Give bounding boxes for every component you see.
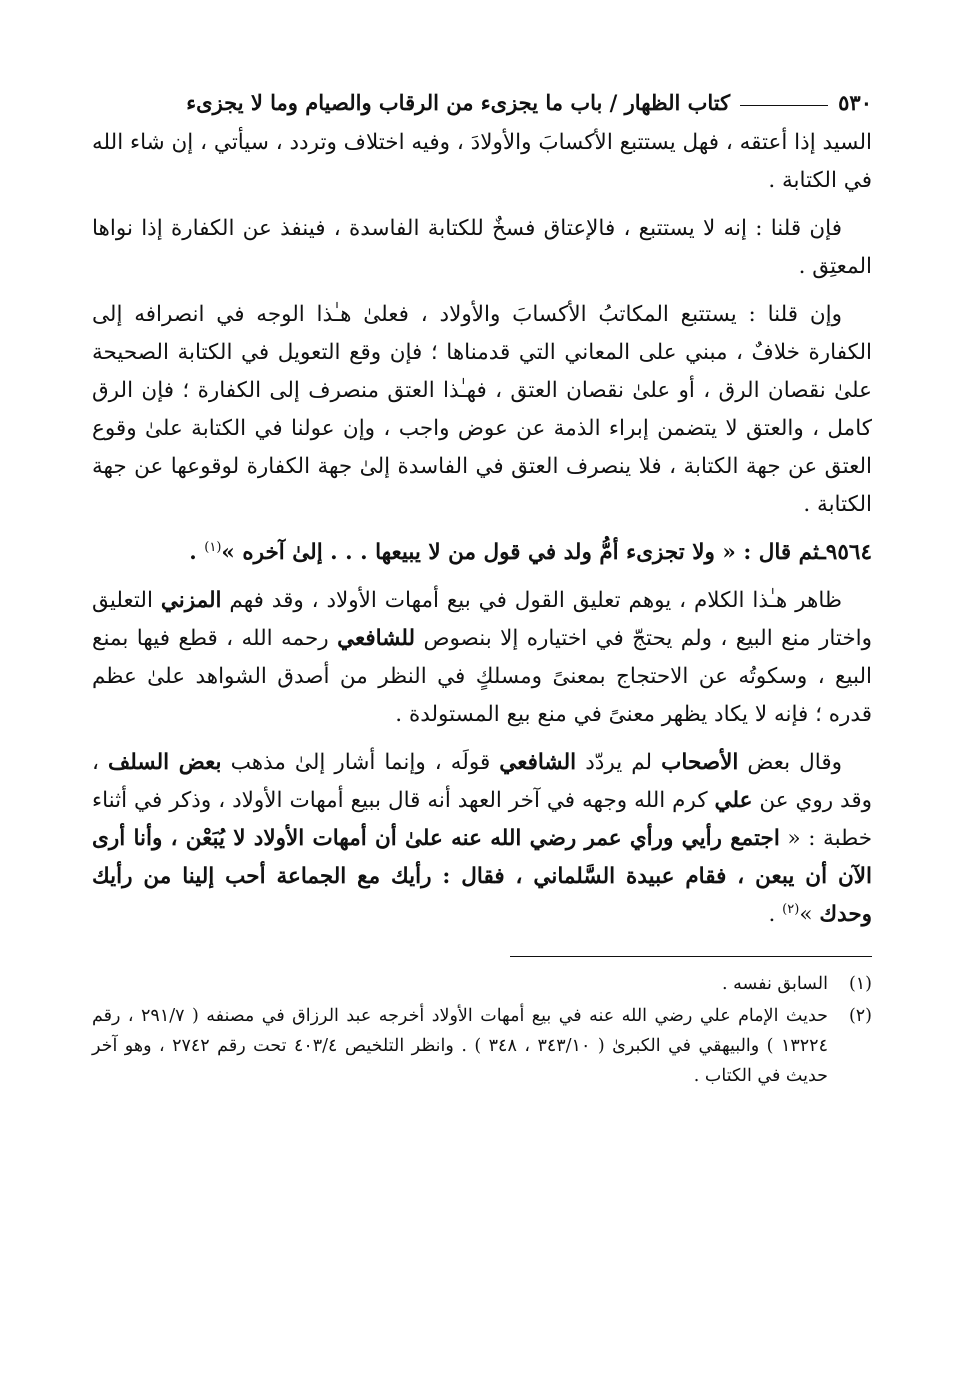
p5-end: . — [768, 902, 783, 927]
main-text — [92, 124, 872, 934]
footnotes — [92, 969, 872, 1091]
p4-text-a: ظاهر هـٰذا الكلام ، يوهم تعليق القول في بيع أمهات الأولاد ، وقد فهم — [221, 588, 842, 613]
paragraph-4 — [92, 582, 872, 734]
p5-text-c: قولَه ، وإنما أشار إلىٰ مذهب — [221, 750, 500, 775]
p4-text-b: التعليق واختار منع البيع ، ولم يحتجّ في اختياره إلا بنصوص — [92, 588, 873, 651]
footnote-ref-1: (١) — [204, 539, 222, 555]
p5-quote-close: » — [799, 902, 820, 927]
footnote-1 — [92, 969, 872, 999]
issue-end: . — [189, 540, 205, 565]
footnote-number: (٢) — [848, 1006, 872, 1026]
issue-number: ٩٥٦٤ـ — [819, 540, 872, 565]
p4-text-c: رحمه الله ، قطع فيها بمنع البيع ، وسكوتُه عن الاحتجاج بمعنىً ومسلكٍ في النظر من أصدق الشواهد علىٰ عظم قدره ؛ فإنه لا يكاد يظهر معنىً في منع بيع المستولدة . — [92, 626, 872, 727]
name-muzani: المزني — [160, 588, 222, 613]
p5-text-b: لم يردّد — [576, 750, 662, 775]
footnote-ref-2: (٢) — [782, 901, 800, 917]
issue-quote-close: » — [221, 540, 243, 565]
footnote-number: (١) — [848, 974, 872, 994]
paragraph-1: السيد إذا أعتقه ، فهل يستتبع الأكسابَ والأولادَ ، وفيه اختلاف وتردد ، سيأتي ، إن شاء الله في الكتابة . — [92, 130, 872, 193]
term-salaf: بعض السلف — [108, 750, 222, 775]
p5-text-d: ، وقد روي عن — [92, 750, 872, 813]
ali-quote: اجتمع رأيي ورأي عمر رضي الله عنه علىٰ أن أمهات الأولاد لا يُبَعْن ، وأنا أرى الآن أن يبعن ، فقام عبيدة السَّلماني ، فقال : رأيك مع الجماعة أحب إلينا من رأيك وحدك — [92, 826, 872, 927]
footnote-separator — [510, 956, 872, 957]
footnote-text: حديث الإمام علي رضي الله عنه في بيع أمهات الأولاد أخرجه عبد الرزاق في مصنفه ( ٢٩١/٧ ، رقم ١٣٢٢٤ ) والبيهقي في الكبرىٰ ( ٣٤٣/١٠ ، ٣٤٨ ) . وانظر التلخيص ٤٠٣/٤ تحت رقم ٢٧٤٢ ، وهو آخر حديث في الكتاب . — [92, 1006, 828, 1086]
paragraph-2: فإن قلنا : إنه لا يستتبع ، فالإعتاق فسخٌ للكتابة الفاسدة ، فينفذ عن الكفارة إذا نواها المعتِق . — [92, 216, 872, 279]
footnote-text: السابق نفسه . — [721, 974, 828, 994]
running-header — [92, 82, 872, 122]
p5-text-e: كرم الله وجهه في آخر العهد أنه قال ببيع أمهات الأولاد ، وذكر في أثناء خطبة : « — [92, 788, 872, 851]
header-rule — [740, 105, 828, 106]
paragraph-3: وإن قلنا : يستتبع المكاتبُ الأكسابَ والأولاد ، فعلىٰ هـٰذا الوجه في انصرافه إلى الكفارة خلافٌ ، مبني على المعاني التي قدمناها ؛ فإن وقع التعويل في الكتابة الصحيحة علىٰ نقصان الرق ، أو علىٰ نقصان العتق ، فهـٰذا العتق منصرف إلى الكفارة ؛ فإن الرق كامل ، والعتق لا يتضمن إبراء الذمة عن عوض واجب ، وإن عولنا في الكتابة علىٰ وقوع العتق عن جهة الكتابة ، فلا ينصرف العتق في الفاسدة إلىٰ جهة الكفارة لوقوعها عن جهة الكتابة . — [92, 302, 872, 517]
issue-quote: ولا تجزىء أمُّ ولد في قول من لا يبيعها . . . إلىٰ آخره — [242, 540, 715, 565]
issue-prefix: ثم قال : « — [714, 540, 820, 565]
p5-text-a: وقال بعض — [738, 750, 842, 775]
footnote-2 — [92, 1001, 872, 1091]
term-ashab: الأصحاب — [661, 750, 739, 775]
document-page — [92, 82, 872, 1093]
header-title: كتاب الظهار / باب ما يجزىء من الرقاب والصيام وما لا يجزىء — [186, 89, 731, 115]
page-number: ٥٣٠ — [838, 89, 872, 115]
name-ali: علي — [714, 788, 753, 813]
name-shafii-2: الشافعي — [499, 750, 577, 775]
paragraph-5 — [92, 744, 872, 934]
name-shafii: للشافعي — [337, 626, 416, 651]
issue-paragraph — [92, 534, 872, 572]
